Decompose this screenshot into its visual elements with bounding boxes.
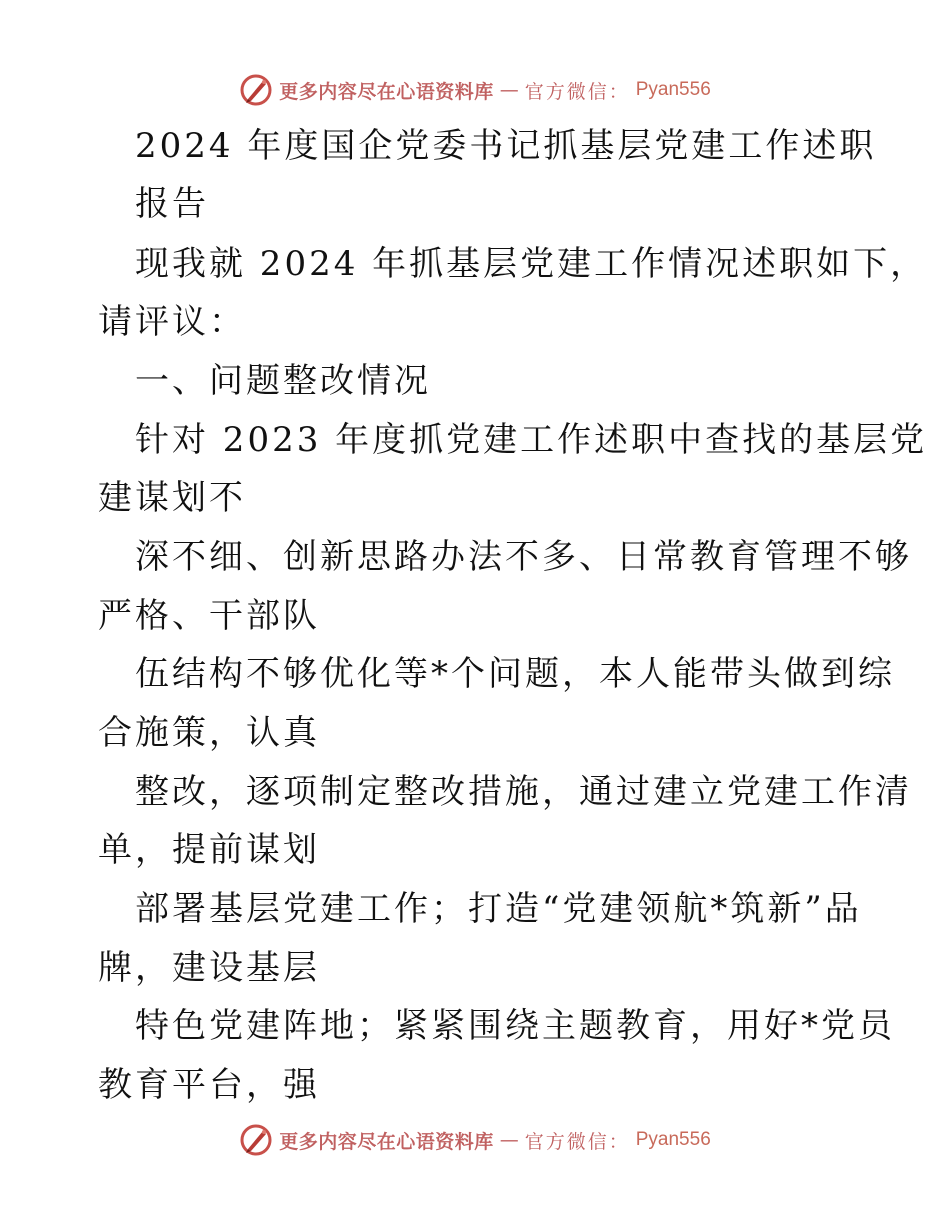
document-title-line-1: 2024 年度国企党委书记抓基层党建工作述职 xyxy=(135,126,877,166)
body-line: 整改，逐项制定整改措施，通过建立党建工作清 xyxy=(135,772,912,812)
header-watermark-banner xyxy=(0,70,950,110)
banner-wechat-label: 官方微信： xyxy=(524,80,630,103)
banner-brand-text: 更多内容尽在心语资料库 xyxy=(279,1130,494,1153)
body-line: 部署基层党建工作；打造“党建领航*筑新”品 xyxy=(135,889,862,929)
body-line: 伍结构不够优化等*个问题，本人能带头做到综 xyxy=(135,654,895,694)
quill-pen-logo-icon xyxy=(239,1123,273,1157)
section-heading: 一、问题整改情况 xyxy=(135,361,431,401)
intro-line-1: 现我就 2024 年抓基层党建工作情况述职如下， xyxy=(135,244,928,284)
banner-wechat-id: Pyan556 xyxy=(635,79,711,100)
document-title-line-2: 报告 xyxy=(135,184,209,224)
banner-dash: — xyxy=(499,79,519,101)
body-line: 针对 2023 年度抓党建工作述职中查找的基层党 xyxy=(135,420,928,460)
body-line: 牌，建设基层 xyxy=(98,948,320,988)
body-line: 严格、干部队 xyxy=(98,596,320,636)
banner-dash: — xyxy=(499,1129,519,1151)
body-line: 合施策，认真 xyxy=(98,713,320,753)
intro-line-2: 请评议： xyxy=(98,302,246,342)
banner-brand-text: 更多内容尽在心语资料库 xyxy=(279,80,494,103)
body-line: 单，提前谋划 xyxy=(98,830,320,870)
quill-pen-logo-icon xyxy=(239,73,273,107)
body-line: 特色党建阵地；紧紧围绕主题教育，用好*党员 xyxy=(135,1006,895,1046)
body-line: 深不细、创新思路办法不多、日常教育管理不够 xyxy=(135,537,912,577)
footer-watermark-banner xyxy=(0,1120,950,1160)
body-line: 建谋划不 xyxy=(98,478,246,518)
banner-wechat-id: Pyan556 xyxy=(635,1129,711,1150)
banner-wechat-label: 官方微信： xyxy=(524,1130,630,1153)
body-line: 教育平台，强 xyxy=(98,1065,320,1105)
